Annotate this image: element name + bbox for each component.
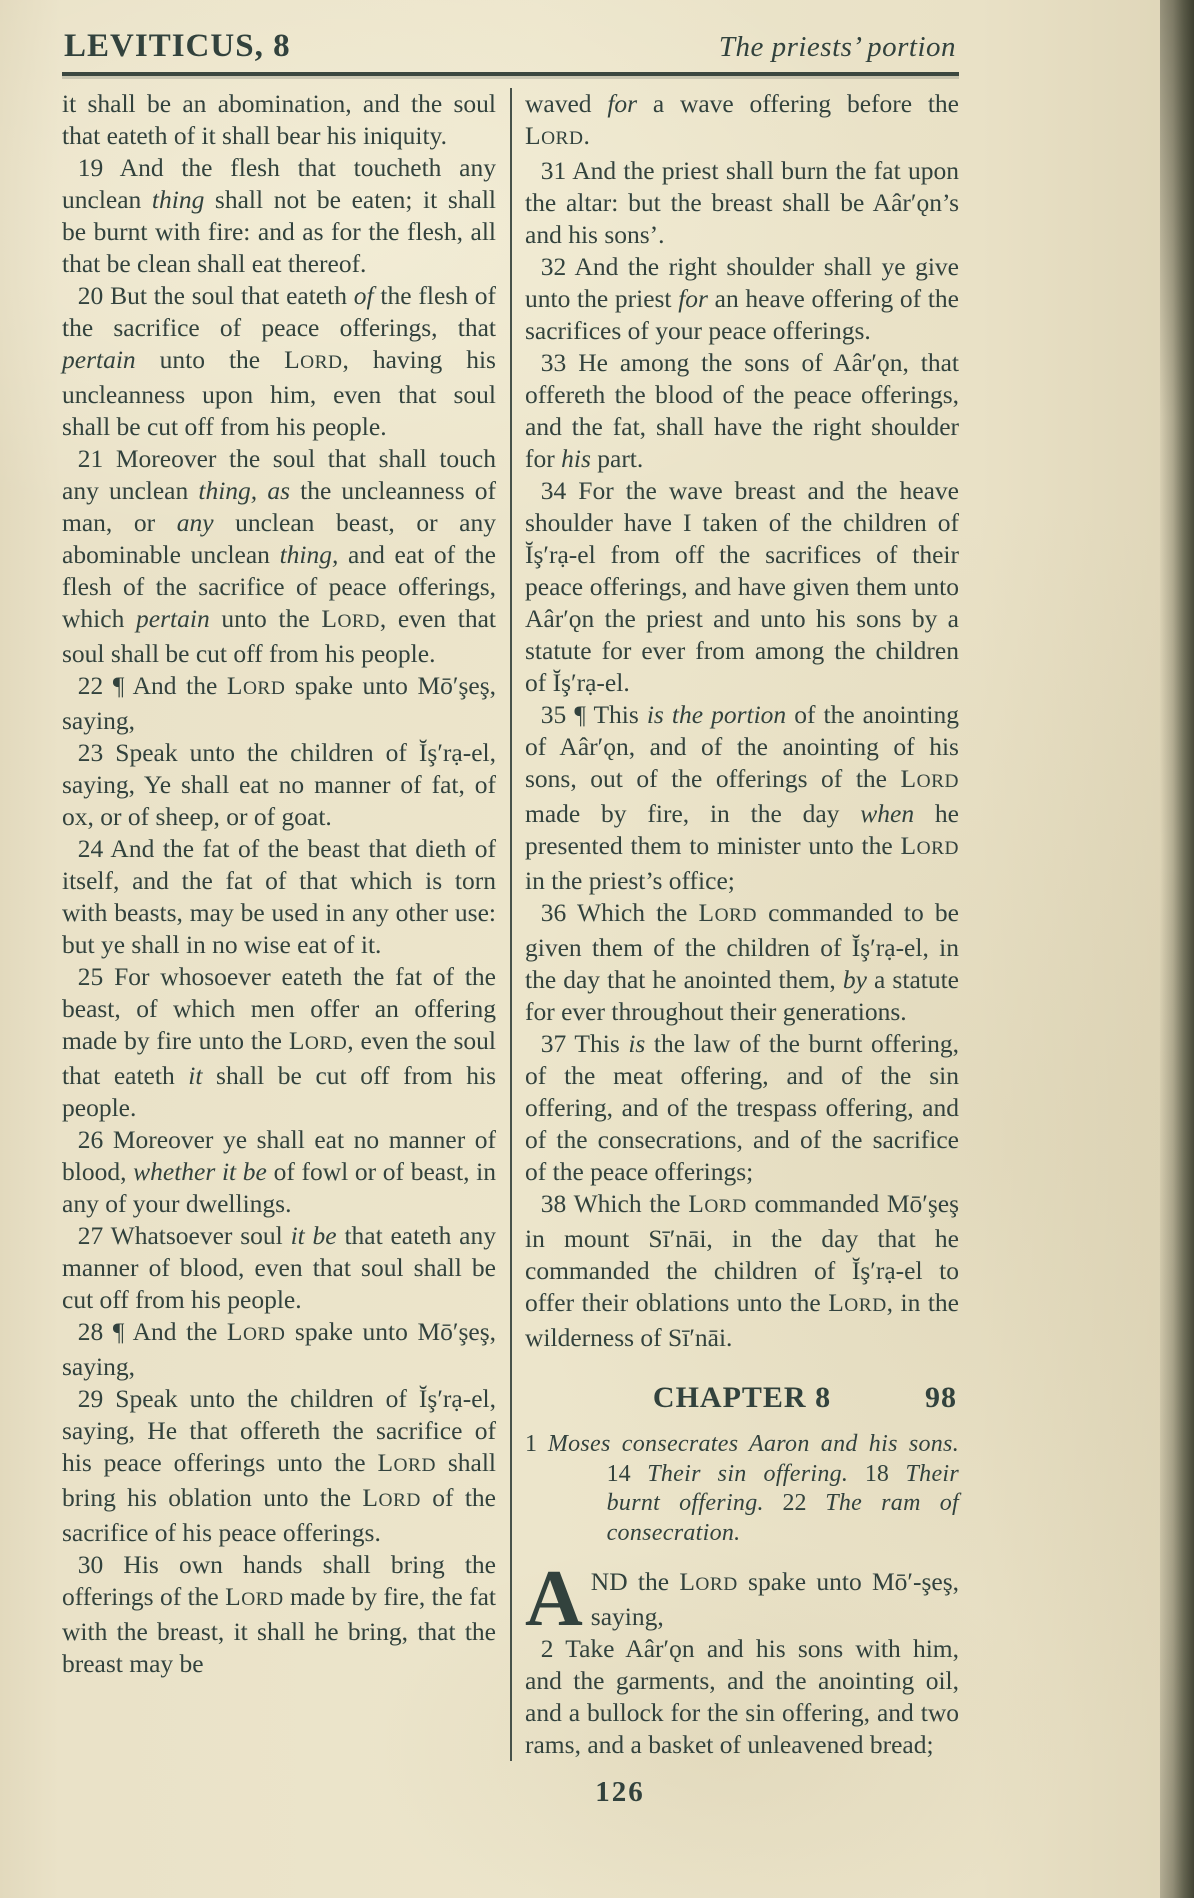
page-edge-shadow [1160,0,1194,1898]
verse-paragraph: 31 And the priest shall burn the fat upon the altar: but the breast shall be Aâr′ǫn’s and his sons’. [525,156,959,249]
chapter-heading-block [525,1382,959,1761]
right-column [525,88,959,1761]
left-column [62,88,496,1761]
drop-cap: A [525,1555,583,1643]
text-block [62,88,959,1761]
verse-paragraph: waved for a wave offering before the LORD. [525,89,959,150]
right-column-verses [525,88,959,1354]
verse-paragraph: 38 Which the LORD commanded Mō′şeş in mount Sī′nāi, in the day that he commanded the children of Ĭş′rạ-el to offer their oblations unto the LORD, in the wilderness of Sī′nāi. [525,1189,959,1352]
page-header [64,28,958,65]
verse-paragraph: 29 Speak unto the children of Ĭş′rạ-el, saying, He that offereth the sacrifice of his peace offerings unto the LORD shall bring his oblation unto the LORD of the sacrifice of his peace offerings. [62,1384,497,1547]
chapter-opening-verse [525,1555,960,1643]
verse-paragraph: 19 And the flesh that toucheth any unclean thing shall not be eaten; it shall be burnt with fire: and as for the flesh, all that be clean shall eat thereof. [62,153,496,278]
header-rule [62,72,959,76]
verse-paragraph: 30 His own hands shall bring the offerings of the LORD made by fire, the fat with the breast, it shall he bring, that the breast may be [62,1550,496,1678]
verse-paragraph: 20 But the soul that eateth of the flesh of the sacrifice of peace offerings, that pertain unto the LORD, having his uncleanness upon him, even that soul shall be cut off from his people. [62,281,496,441]
chapter-heading: CHAPTER 8 [652,1381,832,1414]
verse-paragraph: 25 For whosoever eateth the fat of the beast, of which men offer an offering made by fire unto the LORD, even the soul that eateth it shall be cut off from his people. [62,962,496,1122]
running-head: The priests’ portion [718,31,956,63]
verse-paragraph: 37 This is the law of the burnt offering, of the meat offering, and of the sin offering, and of the trespass offering, and of the consecrations, and of the sacrifice of the peace offerings; [525,1029,960,1186]
chapter-heading-row [525,1382,959,1414]
chapter-page-ref: 98 [925,1381,957,1414]
chapter-opening-text: ND the LORD spake unto Mō′-şeş, saying, [590,1567,960,1631]
verse-paragraph: 28 ¶ And the LORD spake unto Mō′şeş, saying, [62,1317,497,1381]
verse-paragraph: 34 For the wave breast and the heave shoulder have I taken of the children of Ĭş′rạ-el from off the sacrifices of their peace offerings, and have given them unto Aâr′ǫn the priest and unto his sons by a statute for ever from among the children of Ĭş′rạ-el. [525,476,959,697]
verse-paragraph: 35 ¶ This is the portion of the anointing of Aâr′ǫn, and of the anointing of his sons, out of the offerings of the LORD made by fire, in the day when he presented them to minister unto the LORD in the priest’s office; [525,700,959,895]
verse-paragraph: 33 He among the sons of Aâr′ǫn, that offereth the blood of the peace offerings, and the fat, shall have the right shoulder for his part. [525,348,959,473]
book-chapter-title: LEVITICUS, 8 [64,28,291,64]
verse-paragraph: 32 And the right shoulder shall ye give unto the priest for an heave offering of the sacrifices of your peace offerings. [525,252,959,345]
verse-paragraph: 23 Speak unto the children of Ĭş′rạ-el, saying, Ye shall eat no manner of fat, of ox, or of sheep, or of goat. [62,738,496,831]
verse-paragraph: 21 Moreover the soul that shall touch any unclean thing, as the uncleanness of man, or any unclean beast, or any abominable unclean thing, and eat of the flesh of the sacrifice of peace offerings, which pertain unto the LORD, even that soul shall be cut off from his people. [62,444,497,668]
verse-paragraph: 24 And the fat of the beast that dieth of itself, and the fat of that which is torn with beasts, may be used in any other use: but ye shall in no wise eat of it. [62,834,496,959]
chapter-summary: 1 Moses consecrates Aaron and his sons. 14 Their sin offering. 18 Their burnt offering. 22 The ram of consecration. [525,1431,960,1546]
verse-paragraph: 36 Which the LORD commanded to be given them of the children of Ĭş′rạ-el, in the day that he anointed them, by a statute for ever throughout their generations. [525,898,959,1026]
page-number: 126 [595,1776,645,1808]
verse-paragraph: 27 Whatsoever soul it be that eateth any manner of blood, even that soul shall be cut off from his people. [62,1221,496,1314]
chapter-verses [525,1633,959,1761]
verse-paragraph: 2 Take Aâr′ǫn and his sons with him, and the garments, and the anointing oil, and a bullock for the sin offering, and two rams, and a basket of unleavened bread; [525,1634,959,1759]
verse-paragraph: it shall be an abomination, and the soul that eateth of it shall bear his iniquity. [62,89,496,150]
verse-paragraph: 22 ¶ And the LORD spake unto Mō′şeş, saying, [62,671,497,735]
column-divider [510,88,512,1761]
verse-paragraph: 26 Moreover ye shall eat no manner of blood, whether it be of fowl or of beast, in any of your dwellings. [62,1125,497,1218]
